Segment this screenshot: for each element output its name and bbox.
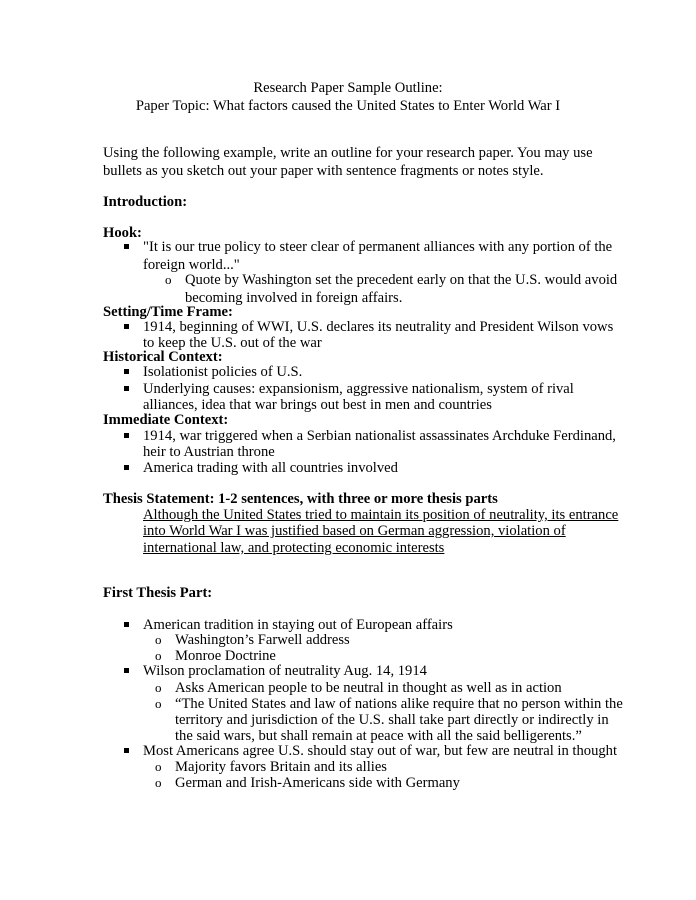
bullet-square [124, 622, 129, 627]
bullet-circle: o [155, 775, 162, 790]
bullet-square [124, 465, 129, 470]
bullet-circle: o [165, 272, 172, 287]
paper-topic: Paper Topic: What factors caused the United States to Enter World War I [135, 98, 561, 114]
first-part-sub-1-1: Washington’s Farwell address [175, 632, 350, 648]
hook-quote-line-1: "It is our true policy to steer clear of permanent alliances with any portion of the [143, 239, 613, 255]
bullet-square [124, 369, 129, 374]
immediate-bullet-1-line-2: heir to Austrian throne [143, 444, 275, 460]
first-part-sub-1-2: Monroe Doctrine [175, 648, 276, 664]
bullet-circle: o [155, 696, 162, 711]
instructions-line-1: Using the following example, write an outline for your research paper. You may use [103, 145, 593, 161]
first-part-bullet-1: American tradition in staying out of European affairs [143, 617, 453, 633]
first-part-sub-2-2-line-2: territory and jurisdiction of the U.S. shall take part directly or indirectly in [175, 712, 609, 728]
bullet-square [124, 386, 129, 391]
first-part-sub-3-2: German and Irish-Americans side with Germany [175, 775, 460, 791]
first-part-heading: First Thesis Part: [103, 585, 213, 601]
introduction-heading: Introduction: [103, 194, 188, 210]
first-part-bullet-2: Wilson proclamation of neutrality Aug. 14, 1914 [143, 663, 427, 679]
first-part-sub-2-2-line-1: “The United States and law of nations alike require that no person within the [175, 696, 623, 712]
immediate-heading: Immediate Context: [103, 412, 229, 428]
thesis-heading: Thesis Statement: 1-2 sentences, with three or more thesis parts [103, 491, 498, 507]
thesis-line-1: Although the United States tried to maintain its position of neutrality, its entrance [143, 507, 619, 523]
hook-note-line-2: becoming involved in foreign affairs. [185, 290, 403, 306]
historical-bullet-2-line-1: Underlying causes: expansionism, aggressive nationalism, system of rival [143, 381, 574, 397]
historical-bullet-2-line-2: alliances, idea that war brings out best in men and countries [143, 397, 492, 413]
bullet-circle: o [155, 632, 162, 647]
thesis-line-3: international law, and protecting economic interests [143, 540, 445, 556]
immediate-bullet-2: America trading with all countries involved [143, 460, 398, 476]
document-title: Research Paper Sample Outline: [253, 80, 443, 96]
bullet-square [124, 668, 129, 673]
historical-heading: Historical Context: [103, 349, 223, 365]
bullet-square [124, 748, 129, 753]
bullet-square [124, 324, 129, 329]
bullet-circle: o [155, 680, 162, 695]
bullet-circle: o [155, 759, 162, 774]
first-part-bullet-3: Most Americans agree U.S. should stay out of war, but few are neutral in thought [143, 743, 618, 759]
setting-line-2: to keep the U.S. out of the war [143, 335, 322, 351]
setting-heading: Setting/Time Frame: [103, 304, 233, 320]
first-part-sub-2-1: Asks American people to be neutral in thought as well as in action [175, 680, 562, 696]
first-part-sub-3-1: Majority favors Britain and its allies [175, 759, 387, 775]
hook-quote-line-2: foreign world..." [143, 257, 240, 273]
thesis-line-2: into World War I was justified based on German aggression, violation of [143, 523, 566, 539]
hook-heading: Hook: [103, 225, 142, 241]
bullet-square [124, 244, 129, 249]
hook-note-line-1: Quote by Washington set the precedent early on that the U.S. would avoid [185, 272, 618, 288]
immediate-bullet-1-line-1: 1914, war triggered when a Serbian nationalist assassinates Archduke Ferdinand, [143, 428, 616, 444]
bullet-square [124, 433, 129, 438]
first-part-sub-2-2-line-3: the said wars, but shall remain at peace with all the said belligerents.” [175, 728, 582, 744]
historical-bullet-1: Isolationist policies of U.S. [143, 364, 303, 380]
setting-line-1: 1914, beginning of WWI, U.S. declares its neutrality and President Wilson vows [143, 319, 614, 335]
bullet-circle: o [155, 648, 162, 663]
instructions-line-2: bullets as you sketch out your paper with sentence fragments or notes style. [103, 163, 544, 179]
